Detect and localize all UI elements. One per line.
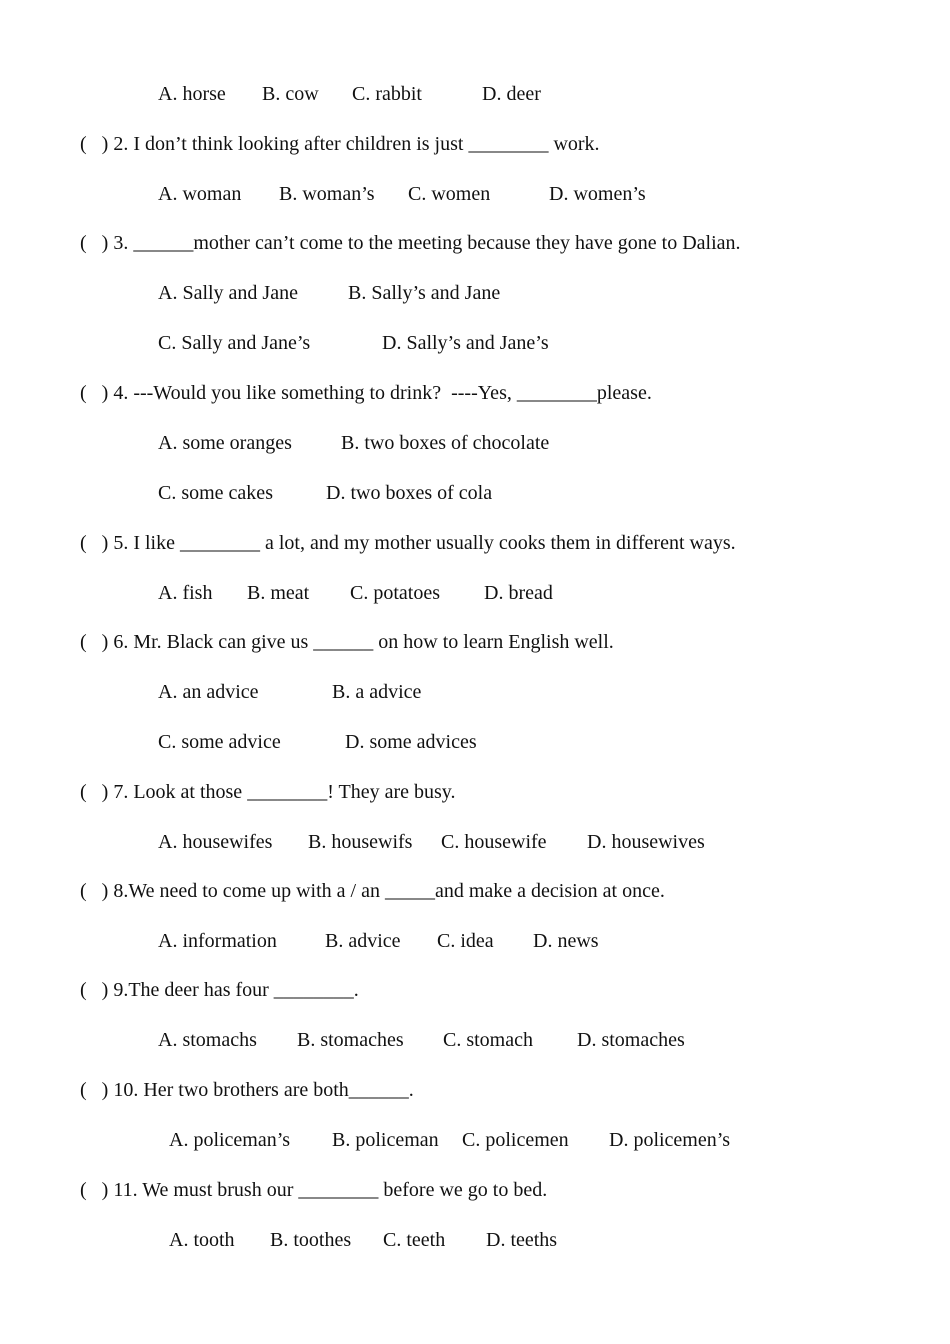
q5-option-c: C. potatoes	[350, 582, 440, 604]
question-4: ( ) 4. ---Would you like something to drink? ----Yes, ________please.	[80, 382, 652, 404]
question-7: ( ) 7. Look at those ________! They are busy.	[80, 781, 456, 803]
q2-option-d: D. women’s	[549, 183, 646, 205]
q7-option-d: D. housewives	[587, 831, 705, 853]
q11-option-c: C. teeth	[383, 1229, 446, 1251]
q4-option-b: B. two boxes of chocolate	[341, 432, 550, 454]
q1-option-d: D. deer	[482, 83, 541, 105]
question-3: ( ) 3. ______mother can’t come to the meeting because they have gone to Dalian.	[80, 232, 741, 254]
q3-option-d: D. Sally’s and Jane’s	[382, 332, 549, 354]
question-10: ( ) 10. Her two brothers are both______.	[80, 1079, 414, 1101]
q8-option-c: C. idea	[437, 930, 494, 952]
question-8: ( ) 8.We need to come up with a / an _____and make a decision at once.	[80, 880, 665, 902]
question-5: ( ) 5. I like ________ a lot, and my mother usually cooks them in different ways.	[80, 532, 736, 554]
q10-option-d: D. policemen’s	[609, 1129, 731, 1151]
q3-option-b: B. Sally’s and Jane	[348, 282, 501, 304]
q4-option-c: C. some cakes	[158, 482, 273, 504]
q9-option-d: D. stomaches	[577, 1029, 685, 1051]
q5-option-a: A. fish	[158, 582, 213, 604]
q6-option-a: A. an advice	[158, 681, 259, 703]
q9-option-a: A. stomachs	[158, 1029, 257, 1051]
q7-option-b: B. housewifs	[308, 831, 413, 853]
question-2: ( ) 2. I don’t think looking after children is just ________ work.	[80, 133, 600, 155]
q10-option-a: A. policeman’s	[169, 1129, 291, 1151]
q5-option-d: D. bread	[484, 582, 553, 604]
q7-option-a: A. housewifes	[158, 831, 273, 853]
question-9: ( ) 9.The deer has four ________.	[80, 979, 359, 1001]
q1-option-b: B. cow	[262, 83, 319, 105]
q2-option-c: C. women	[408, 183, 491, 205]
q8-option-b: B. advice	[325, 930, 401, 952]
q4-option-d: D. two boxes of cola	[326, 482, 493, 504]
q10-option-c: C. policemen	[462, 1129, 569, 1151]
q6-option-c: C. some advice	[158, 731, 281, 753]
q9-option-c: C. stomach	[443, 1029, 533, 1051]
q11-option-d: D. teeths	[486, 1229, 558, 1251]
q2-option-a: A. woman	[158, 183, 242, 205]
q11-option-a: A. tooth	[169, 1229, 235, 1251]
q9-option-b: B. stomaches	[297, 1029, 404, 1051]
q1-option-c: C. rabbit	[352, 83, 422, 105]
q8-option-d: D. news	[533, 930, 599, 952]
q6-option-d: D. some advices	[345, 731, 477, 753]
q11-option-b: B. toothes	[270, 1229, 352, 1251]
q2-option-b: B. woman’s	[279, 183, 375, 205]
q1-option-a: A. horse	[158, 83, 226, 105]
question-6: ( ) 6. Mr. Black can give us ______ on how to learn English well.	[80, 631, 614, 653]
q6-option-b: B. a advice	[332, 681, 422, 703]
q5-option-b: B. meat	[247, 582, 310, 604]
q4-option-a: A. some oranges	[158, 432, 292, 454]
q8-option-a: A. information	[158, 930, 277, 952]
q3-option-a: A. Sally and Jane	[158, 282, 298, 304]
q7-option-c: C. housewife	[441, 831, 547, 853]
question-11: ( ) 11. We must brush our ________ before we go to bed.	[80, 1179, 548, 1201]
q3-option-c: C. Sally and Jane’s	[158, 332, 311, 354]
q10-option-b: B. policeman	[332, 1129, 439, 1151]
